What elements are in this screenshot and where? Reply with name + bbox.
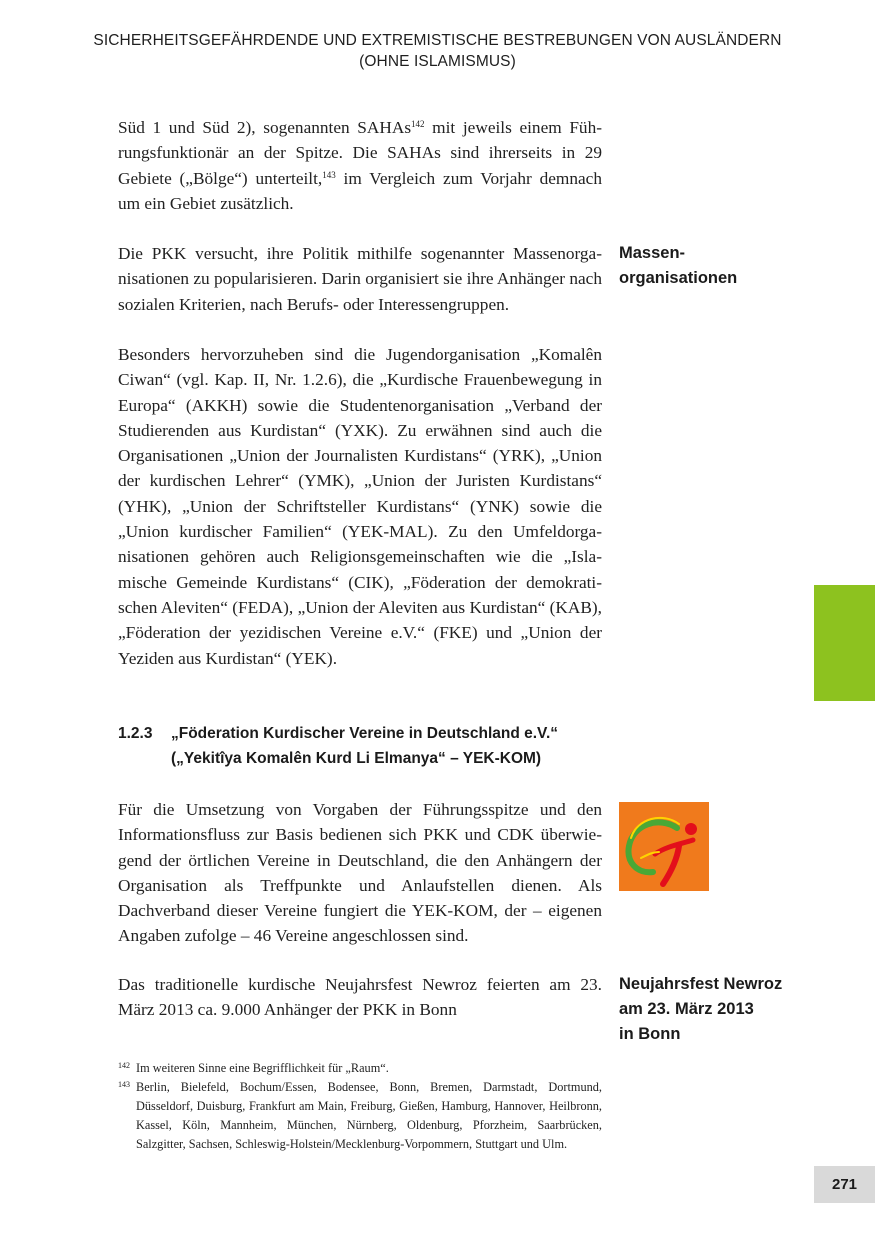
footnote-number: 142 <box>118 1061 130 1070</box>
footnote-143 <box>118 1078 602 1154</box>
margin-note-massenorganisationen <box>619 241 809 291</box>
section-title-line-1: „Föderation Kurdischer Vereine in Deutschland e.V.“ <box>171 725 559 742</box>
chapter-side-tab-shape <box>814 585 875 701</box>
running-header-line-1: SICHERHEITSGEFÄHRDENDE UND EXTREMISTISCHE BESTREBUNGEN VON AUSLÄNDERN <box>93 32 782 49</box>
page-number-text: 271 <box>831 1176 858 1193</box>
footnote-ref-143[interactable]: 143 <box>322 169 336 180</box>
section-title-line-2: („Yekitîya Komalên Kurd Li Elmanya“ – YEK-KOM) <box>171 750 542 767</box>
section-title <box>171 721 611 771</box>
margin-note-line: organisationen <box>619 269 738 287</box>
footnote-142 <box>118 1059 602 1078</box>
paragraph-sahas-text-3: im Vergleich zum Vorjahr demnach um ein Gebiet zusätzlich. <box>118 168 602 213</box>
section-number: 1.2.3 <box>118 725 153 742</box>
chapter-side-tab <box>814 585 875 701</box>
yek-kom-logo-graphic <box>619 802 709 891</box>
footnote-ref-142[interactable]: 142 <box>411 119 425 129</box>
paragraph-sahas-text-2: mit jeweils einem Führungsfunktionär an der Spitze. Die SAHAs sind ihrerseits in 29 Gebiete („Bölge“) unterteilt, <box>118 118 602 188</box>
margin-note-newroz <box>619 972 809 1047</box>
paragraph-newroz: Das traditionelle kurdische Neujahrsfest Newroz feierten am 23. März 2013 ca. 9.000 Anhänger der PKK in Bonn <box>118 975 602 1020</box>
margin-note-line: am 23. März 2013 <box>619 1000 754 1018</box>
running-header-line-2: (OHNE ISLAMISMUS) <box>359 53 516 70</box>
paragraph-organisations-list: Besonders hervorzuheben sind die Jugendorganisation „Komalên Ciwan“ (vgl. Kap. II, Nr. 1.2.6), die „Kurdische Frauenbewegung in Europa“ (AKKH) sowie die Studentenorganisation „Verband der Studierenden aus Kurdistan“ (YXK). Zu erwähnen sind auch die Organisationen „Union der Journalisten Kurdistans“ (YRK), „Union der kurdischen Lehrer“ (YMK), „Union der Juristen Kurdistans“ (YHK), „Union der Schriftsteller Kurdistans“ (YNK) sowie die „Union kurdischer Familien“ (YEK-MAL). Zu den Umfeldorganisationen gehören auch Religionsgemeinschaften wie die „Islamische Gemeinde Kurdistans“ (CIK), „Föderation der demokratischen Aleviten“ (FEDA), „Union der Aleviten aus Kurdistan“ (KAB), „Föderation der yezidischen Vereine e.V.“ (FKE) und „Union der Yeziden aus Kurdistan“ (YEK). <box>118 345 602 668</box>
footnote-text: Im weiteren Sinne eine Begrifflichkeit für „Raum“. <box>136 1061 389 1075</box>
footnote-number: 143 <box>118 1080 130 1089</box>
margin-note-line: in Bonn <box>619 1025 681 1043</box>
paragraph-sahas-text-1: Süd 1 und Süd 2), sogenannten SAHAs <box>118 118 412 137</box>
paragraph-sahas <box>118 115 602 216</box>
running-header <box>60 30 815 72</box>
page-number <box>814 1166 875 1203</box>
margin-note-line: Neujahrsfest Newroz <box>619 975 783 993</box>
margin-note-line: Massen- <box>619 244 686 262</box>
paragraph-massenorganisationen: Die PKK versucht, ihre Politik mithilfe sogenannter Massenorganisationen zu popularisieren. Darin organisiert sie ihre Anhänger nach sozialen Kriterien, nach Berufs- oder Interessengruppen. <box>118 244 602 314</box>
yek-kom-logo-icon <box>619 802 709 891</box>
footnote-text: Berlin, Bielefeld, Bochum/Essen, Bodensee, Bonn, Bremen, Darmstadt, Dortmund, Düsseldorf, Duisburg, Frankfurt am Main, Freiburg, Gießen, Hamburg, Hannover, Heilbronn, Kassel, Köln, Mannheim, München, Nürnberg, Oldenburg, Pforzheim, Saarbrücken, Salzgitter, Sachsen, Schleswig-Holstein/Mecklenburg-Vorpommern, Stuttgart und Ulm. <box>136 1080 602 1151</box>
paragraph-yek-kom: Für die Umsetzung von Vorgaben der Führungsspitze und den Informationsfluss zur Basis bedienen sich PKK und CDK überwiegend der örtlichen Vereine in Deutschland, die den Anhängern der Organisation als Treffpunkte und Anlaufstellen dienen. Als Dachverband dieser Vereine fungiert die YEK-KOM, der – eigenen Angaben zufolge – 46 Vereine angeschlossen sind. <box>118 800 602 946</box>
